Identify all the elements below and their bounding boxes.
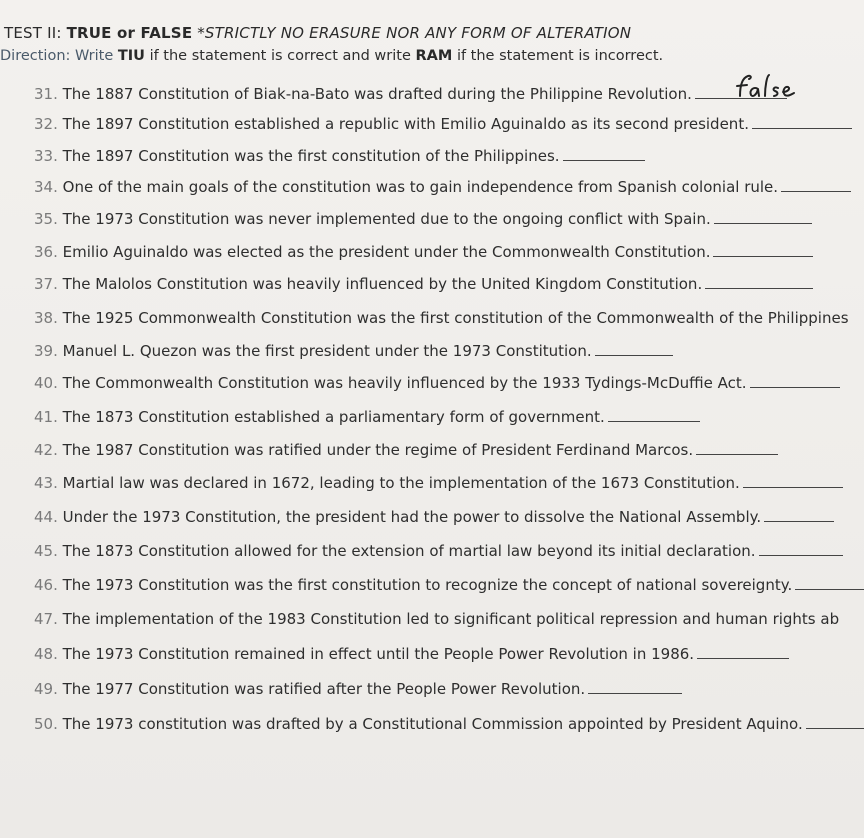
answer-blank[interactable] [697, 645, 789, 659]
question-text: Martial law was declared in 1672, leading to the implementation of the 1673 Constitution. [62, 474, 740, 492]
question-text: The 1887 Constitution of Biak-na-Bato was drafted during the Philippine Revolution. [62, 85, 692, 103]
test-header [4, 24, 631, 42]
question-text: The Commonwealth Constitution was heavily influenced by the 1933 Tydings-McDuffie Act. [62, 374, 747, 392]
question-number: 43. [34, 474, 58, 492]
question-number: 38. [34, 309, 58, 327]
direction-ram: RAM [415, 48, 453, 64]
question-text: The 1873 Constitution established a parliamentary form of government. [62, 408, 605, 426]
question-number: 37. [34, 275, 58, 293]
answer-blank[interactable] [750, 374, 840, 388]
question-item [34, 115, 852, 133]
question-item [34, 508, 834, 526]
question-item [34, 210, 812, 228]
question-item [34, 542, 843, 560]
answer-blank[interactable] [714, 210, 812, 224]
question-text: The 1987 Constitution was ratified under the regime of President Ferdinand Marcos. [62, 441, 694, 459]
question-number: 33. [34, 147, 58, 165]
answer-blank[interactable] [795, 576, 864, 590]
question-text: The Malolos Constitution was heavily influenced by the United Kingdom Constitution. [62, 275, 703, 293]
handwritten-answer [734, 72, 798, 102]
question-item [34, 610, 839, 628]
answer-blank[interactable] [743, 474, 843, 488]
question-item [34, 474, 843, 492]
question-item [34, 408, 700, 426]
answer-blank[interactable] [696, 441, 778, 455]
answer-blank[interactable] [713, 243, 813, 257]
answer-blank[interactable] [752, 115, 852, 129]
question-text: The 1873 Constitution allowed for the extension of martial law beyond its initial declaration. [62, 542, 756, 560]
question-item [34, 374, 840, 392]
answer-blank[interactable] [705, 275, 813, 289]
question-number: 40. [34, 374, 58, 392]
question-text: The 1973 constitution was drafted by a Constitutional Commission appointed by President Aquino. [62, 715, 803, 733]
question-item [34, 243, 813, 261]
question-item [34, 645, 789, 663]
test-label: TEST II: [4, 24, 62, 42]
question-number: 49. [34, 680, 58, 698]
question-text: The 1973 Constitution was never implemented due to the ongoing conflict with Spain. [62, 210, 711, 228]
question-text: One of the main goals of the constitution was to gain independence from Spanish colonial rule. [62, 178, 779, 196]
question-number: 39. [34, 342, 58, 360]
question-text: The 1925 Commonwealth Constitution was the first constitution of the Commonwealth of the Philippines [62, 309, 849, 327]
question-text: The implementation of the 1983 Constitution led to significant political repression and human rights ab [62, 610, 840, 628]
question-text: The 1973 Constitution was the first constitution to recognize the concept of national sovereignty. [62, 576, 793, 594]
question-number: 32. [34, 115, 58, 133]
answer-blank[interactable] [608, 408, 700, 422]
question-number: 44. [34, 508, 58, 526]
answer-blank[interactable] [759, 542, 843, 556]
question-text: The 1977 Constitution was ratified after the People Power Revolution. [62, 680, 586, 698]
question-number: 45. [34, 542, 58, 560]
answer-blank[interactable] [764, 508, 834, 522]
direction-tiu: TIU [117, 48, 145, 64]
question-number: 41. [34, 408, 58, 426]
answer-blank[interactable] [781, 178, 851, 192]
question-item [34, 680, 682, 698]
question-number: 50. [34, 715, 58, 733]
question-item [34, 441, 778, 459]
direction-line [0, 48, 663, 64]
direction-suffix: if the statement is incorrect. [456, 48, 664, 64]
answer-blank[interactable] [595, 342, 673, 356]
question-item [34, 576, 864, 594]
question-number: 48. [34, 645, 58, 663]
question-text: Manuel L. Quezon was the first president under the 1973 Constitution. [62, 342, 592, 360]
question-item [34, 147, 645, 165]
question-number: 36. [34, 243, 58, 261]
question-item [34, 85, 787, 103]
question-item [34, 342, 673, 360]
test-type: TRUE or FALSE [66, 24, 193, 42]
question-number: 35. [34, 210, 58, 228]
question-number: 31. [34, 85, 58, 103]
direction-middle: if the statement is correct and write [149, 48, 411, 64]
question-number: 42. [34, 441, 58, 459]
question-text: The 1973 Constitution remained in effect until the People Power Revolution in 1986. [62, 645, 695, 663]
question-item [34, 178, 851, 196]
direction-prefix: Direction: Write [0, 48, 114, 64]
question-item [34, 275, 813, 293]
answer-blank[interactable] [588, 680, 682, 694]
test-note: *STRICTLY NO ERASURE NOR ANY FORM OF ALTERATION [197, 24, 632, 42]
question-text: The 1897 Constitution established a republic with Emilio Aguinaldo as its second president. [62, 115, 749, 133]
question-item [34, 715, 864, 733]
question-number: 34. [34, 178, 58, 196]
question-item [34, 309, 849, 327]
question-number: 47. [34, 610, 58, 628]
answer-blank[interactable] [563, 147, 645, 161]
answer-blank[interactable] [806, 715, 864, 729]
question-text: Under the 1973 Constitution, the president had the power to dissolve the National Assembly. [62, 508, 762, 526]
question-text: The 1897 Constitution was the first constitution of the Philippines. [62, 147, 560, 165]
question-number: 46. [34, 576, 58, 594]
question-text: Emilio Aguinaldo was elected as the president under the Commonwealth Constitution. [62, 243, 711, 261]
